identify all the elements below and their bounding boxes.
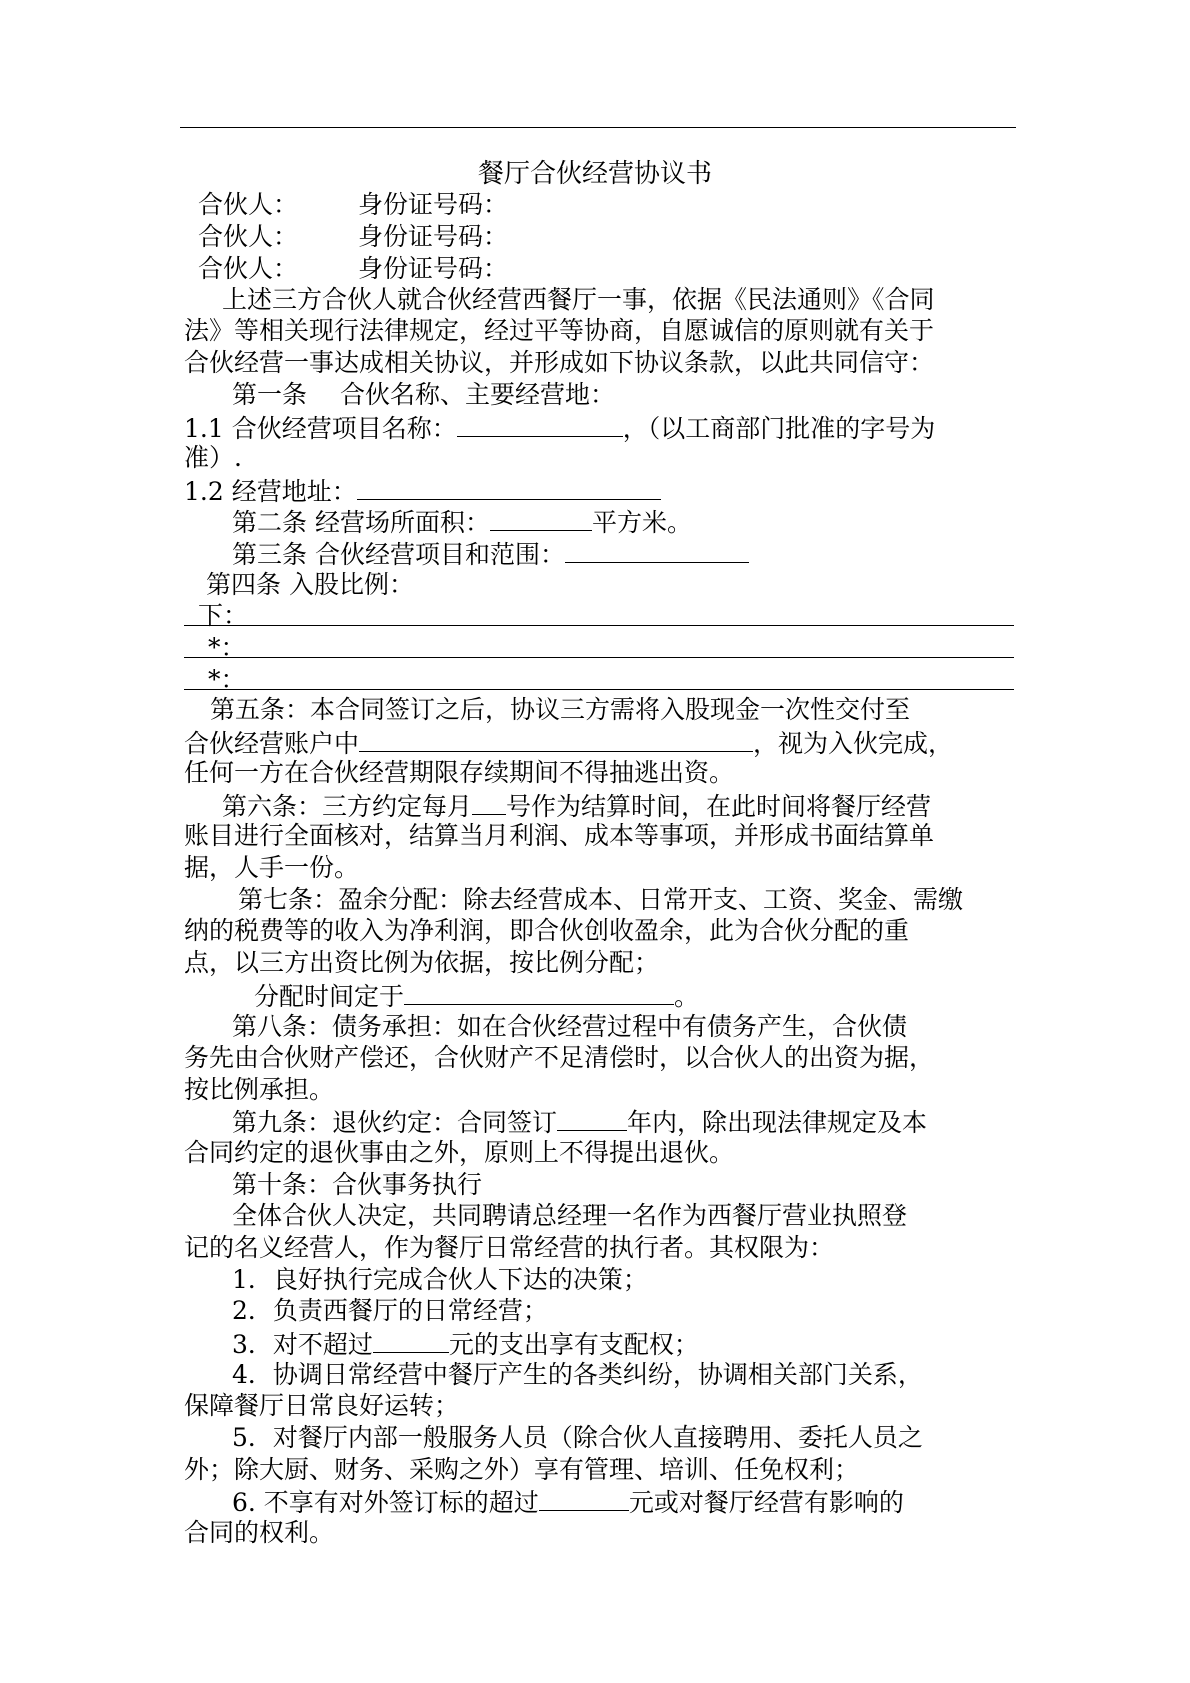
paragraph-line: 第七条：盈余分配：除去经营成本、日常开支、工资、奖金、需缴 [238, 885, 964, 914]
fill-blank[interactable] [357, 475, 661, 500]
text-segment: 分配时间定于 [254, 982, 405, 1011]
partner-row [198, 190, 508, 220]
text-segment: 平方米。 [591, 508, 692, 537]
paragraph-line: 据，人手一份。 [184, 853, 360, 882]
text-segment: 合伙经营账户中 [184, 729, 360, 758]
article-heading: 第四条 入股比例： [206, 570, 414, 599]
paragraph-line: 法》等相关现行法律规定，经过平等协商，自愿诚信的原则就有关于 [184, 316, 935, 345]
id-label: 身份证号码： [358, 254, 509, 283]
paragraph-line: 合同约定的退伙事由之外，原则上不得提出退伙。 [184, 1138, 735, 1167]
article-heading: 第一条 合伙名称、主要经营地： [232, 380, 615, 409]
fill-blank[interactable] [359, 727, 753, 752]
list-item: 1．良好执行完成合伙人下达的决策； [232, 1265, 648, 1294]
partner-label: 合伙人： [198, 254, 299, 283]
text-segment: ，视为入伙完成， [753, 729, 954, 758]
list-item [232, 1486, 904, 1518]
list-item: 2．负责西餐厅的日常经营； [232, 1296, 548, 1325]
text-segment: 1.1 合伙经营项目名称： [184, 414, 457, 443]
paragraph-line: 准）. [184, 443, 242, 472]
partner-row [198, 222, 508, 252]
text-segment: 元或对餐厅经营有影响的 [628, 1488, 904, 1517]
paragraph-line: 记的名义经营人，作为餐厅日常经营的执行者。其权限为： [184, 1233, 835, 1262]
id-label: 身份证号码： [358, 190, 509, 219]
paragraph-line: 保障餐厅日常良好运转； [184, 1391, 460, 1420]
article-heading: 第十条：合伙事务执行 [232, 1170, 483, 1199]
fill-blank[interactable] [457, 412, 623, 437]
text-segment: 第六条：三方约定每月 [222, 792, 473, 821]
paragraph-line: 第八条：债务承担：如在合伙经营过程中有债务产生，合伙债 [232, 1012, 908, 1041]
paragraph-line: 合同的权利。 [184, 1518, 335, 1547]
paragraph-line [222, 790, 931, 822]
partner-row [198, 254, 508, 284]
text-segment: 1.2 经营地址： [184, 477, 357, 506]
text-segment: 6. 不享有对外签订标的超过 [232, 1488, 539, 1517]
paragraph-line: 账目进行全面核对，结算当月利润、成本等事项，并形成书面结算单 [184, 821, 935, 850]
share-row: 下： [198, 601, 249, 630]
paragraph-line [232, 506, 692, 538]
text-segment: 第九条：退伙约定：合同签订 [232, 1108, 558, 1137]
fill-blank[interactable] [539, 1486, 629, 1511]
paragraph-line: 纳的税费等的收入为净利润，即合伙创收盈余，此为合伙分配的重 [184, 916, 910, 945]
paragraph-line [232, 538, 749, 570]
paragraph-line: 上述三方合伙人就合伙经营西餐厅一事，依据《民法通则》《合同 [222, 285, 935, 314]
paragraph-line: 第五条：本合同签订之后，协议三方需将入股现金一次性交付至 [210, 695, 911, 724]
text-segment: 元的支出享有支配权； [448, 1330, 699, 1359]
share-row-rule[interactable] [184, 657, 1014, 658]
document-title: 餐厅合伙经营协议书 [477, 159, 712, 189]
text-segment: 3．对不超过 [232, 1330, 373, 1359]
list-item: 4．协调日常经营中餐厅产生的各类纠纷，协调相关部门关系， [232, 1360, 923, 1389]
paragraph-line [184, 475, 661, 507]
text-segment: 号作为结算时间，在此时间将餐厅经营 [506, 792, 932, 821]
fill-blank[interactable] [490, 506, 592, 531]
share-row-rule[interactable] [184, 625, 1014, 626]
partner-label: 合伙人： [198, 190, 299, 219]
paragraph-line [254, 980, 699, 1012]
paragraph-line [184, 727, 953, 759]
paragraph-line [184, 412, 935, 444]
id-label: 身份证号码： [358, 222, 509, 251]
share-row-rule[interactable] [184, 689, 1014, 690]
text-segment: ，（以工商部门批准的字号为 [622, 414, 936, 443]
paragraph-line: 务先由合伙财产偿还，合伙财产不足清偿时，以合伙人的出资为据， [184, 1043, 935, 1072]
fill-blank[interactable] [565, 538, 749, 563]
paragraph-line: 任何一方在合伙经营期限存续期间不得抽逃出资。 [184, 758, 735, 787]
partner-label: 合伙人： [198, 222, 299, 251]
list-item [232, 1328, 699, 1360]
paragraph-line: 点，以三方出资比例为依据，按比例分配； [184, 948, 660, 977]
paragraph-line: 全体合伙人决定，共同聘请总经理一名作为西餐厅营业执照登 [232, 1201, 908, 1230]
text-segment: 第三条 合伙经营项目和范围： [232, 540, 565, 569]
list-item: 5．对餐厅内部一般服务人员（除合伙人直接聘用、委托人员之 [232, 1423, 923, 1452]
share-row: *： [208, 665, 246, 694]
fill-blank[interactable] [472, 790, 506, 815]
header-rule [180, 127, 1016, 128]
paragraph-line: 外；除大厨、财务、采购之外）享有管理、培训、任免权利； [184, 1455, 860, 1484]
fill-blank[interactable] [404, 980, 674, 1005]
fill-blank[interactable] [557, 1106, 627, 1131]
paragraph-line [232, 1106, 927, 1138]
text-segment: 第二条 经营场所面积： [232, 508, 490, 537]
fill-blank[interactable] [373, 1328, 449, 1353]
share-row: *： [208, 633, 246, 662]
paragraph-line: 按比例承担。 [184, 1075, 335, 1104]
text-segment: 。 [674, 982, 700, 1011]
paragraph-line: 合伙经营一事达成相关协议，并形成如下协议条款，以此共同信守： [184, 348, 935, 377]
text-segment: 年内，除出现法律规定及本 [627, 1108, 928, 1137]
